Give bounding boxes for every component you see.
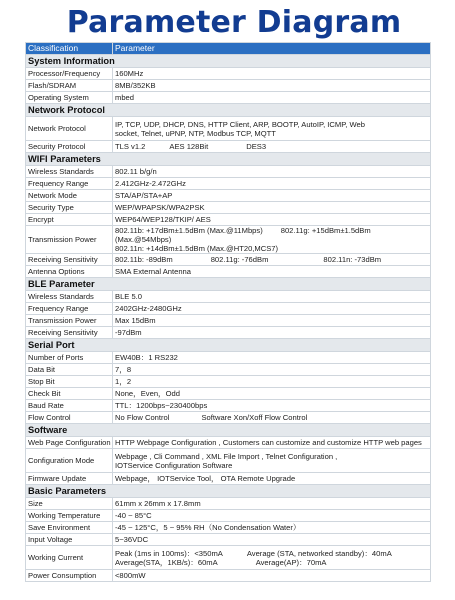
flow-xon: Software Xon/Xoff Flow Control: [201, 413, 308, 422]
row-label: Network Mode: [26, 190, 113, 202]
row-label: Security Protocol: [26, 141, 113, 153]
table-row: [26, 412, 431, 424]
row-label: Flow Control: [26, 412, 113, 424]
row-label: Size: [26, 498, 113, 510]
table-row: [26, 534, 431, 546]
section-software: [26, 424, 431, 437]
sens-b: 802.11b: -89dBm: [115, 255, 173, 264]
table-row: [26, 570, 431, 582]
row-label: Frequency Range: [26, 178, 113, 190]
config-line-1: Webpage , Cli Command , XML File Import , Telnet Configuration ,: [115, 451, 338, 461]
section-wifi: [26, 153, 431, 166]
section-heading: System Information: [26, 55, 431, 68]
row-value: 2.412GHz-2.472GHz: [113, 178, 431, 190]
row-value: mbed: [113, 92, 431, 104]
row-value: [113, 117, 431, 141]
row-label: Frequency Range: [26, 303, 113, 315]
protocol-line-1: IP, TCP, UDP, DHCP, DNS, HTTP Client, ARP, BOOTP, AutoIP, ICMP, Web: [115, 119, 365, 129]
security-tls: TLS v1.2: [115, 142, 146, 151]
row-value: Max 15dBm: [113, 315, 431, 327]
row-label: Transmission Power: [26, 315, 113, 327]
table-row: [26, 400, 431, 412]
sens-g: 802.11g: -76dBm: [210, 255, 269, 264]
table-row: [26, 141, 431, 153]
row-value: TTL：1200bps~230400bps: [113, 400, 431, 412]
row-value: 61mm x 26mm x 17.8mm: [113, 498, 431, 510]
section-system: [26, 55, 431, 68]
row-value: 2402GHz-2480GHz: [113, 303, 431, 315]
table-row: [26, 190, 431, 202]
table-row: [26, 166, 431, 178]
section-basic: [26, 485, 431, 498]
row-value: 160MHz: [113, 68, 431, 80]
security-des: DES3: [246, 142, 267, 151]
section-heading: BLE Parameter: [26, 278, 431, 291]
table-row: [26, 498, 431, 510]
row-value: HTTP Webpage Configuration , Customers can customize and customize HTTP web pages: [113, 437, 431, 449]
row-value: <800mW: [113, 570, 431, 582]
table-row: [26, 202, 431, 214]
row-label: Web Page Configuration: [26, 437, 113, 449]
row-value: [113, 546, 431, 570]
power-b: 802.11b: +17dBm±1.5dBm (Max.@11Mbps): [115, 226, 263, 235]
table-row: [26, 80, 431, 92]
table-row: [26, 327, 431, 339]
row-value: -45 ~ 125°C，5 ~ 95% RH（No Condensation Water）: [113, 522, 431, 534]
table-header-row: [26, 43, 431, 55]
table-row: [26, 303, 431, 315]
table-row: [26, 376, 431, 388]
table-row: [26, 546, 431, 570]
row-value: [113, 449, 431, 473]
table-row: [26, 364, 431, 376]
row-value: [113, 226, 431, 254]
row-label: Network Protocol: [26, 117, 113, 141]
row-value: 7，8: [113, 364, 431, 376]
row-label: Number of Ports: [26, 352, 113, 364]
page-title: Parameter Diagram: [66, 5, 402, 40]
config-line-2: IOTService Configuration Software: [115, 460, 233, 470]
row-value: None，Even，Odd: [113, 388, 431, 400]
row-value: [113, 412, 431, 424]
row-value: BLE 5.0: [113, 291, 431, 303]
table-row: [26, 522, 431, 534]
protocol-line-2: socket, Telnet, uPNP, NTP, Modbus TCP, MQTT: [115, 128, 276, 138]
row-label: Processor/Frequency: [26, 68, 113, 80]
section-serial: [26, 339, 431, 352]
power-n: 802.11n: +14dBm±1.5dBm (Max.@HT20,MCS7): [115, 244, 279, 253]
row-value: 5~36VDC: [113, 534, 431, 546]
section-heading: Software: [26, 424, 431, 437]
row-value: [113, 254, 431, 266]
row-label: Security Type: [26, 202, 113, 214]
row-value: WEP64/WEP128/TKIP/ AES: [113, 214, 431, 226]
section-ble: [26, 278, 431, 291]
current-sta-standby: Average (STA, networked standby)：40mA: [246, 548, 392, 558]
row-value: WEP/WPAPSK/WPA2PSK: [113, 202, 431, 214]
section-heading: WIFI Parameters: [26, 153, 431, 166]
table-row: [26, 510, 431, 522]
row-label: Baud Rate: [26, 400, 113, 412]
current-ap: Average(AP)：70mA: [255, 557, 327, 567]
row-label: Encrypt: [26, 214, 113, 226]
current-peak: Peak (1ms in 100ms)：<350mA: [115, 548, 223, 558]
table-row: [26, 92, 431, 104]
header-parameter: Parameter: [113, 43, 431, 55]
table-row: [26, 437, 431, 449]
table-row: [26, 266, 431, 278]
table-row: [26, 291, 431, 303]
header-classification: Classification: [26, 43, 113, 55]
row-label: Wireless Standards: [26, 166, 113, 178]
row-label: Receiving Sensitivity: [26, 254, 113, 266]
row-label: Flash/SDRAM: [26, 80, 113, 92]
row-value: Webpage， IOTService Tool， OTA Remote Upgrade: [113, 473, 431, 485]
row-label: Working Current: [26, 546, 113, 570]
row-value: EW40B：1 RS232: [113, 352, 431, 364]
parameter-table: [25, 42, 431, 582]
sens-n: 802.11n: -73dBm: [323, 255, 382, 264]
row-label: Receiving Sensitivity: [26, 327, 113, 339]
row-label: Check Bit: [26, 388, 113, 400]
table-row: [26, 226, 431, 254]
row-label: Stop Bit: [26, 376, 113, 388]
row-label: Save Environment: [26, 522, 113, 534]
row-label: Input Voltage: [26, 534, 113, 546]
table-row: [26, 315, 431, 327]
table-row: [26, 473, 431, 485]
row-label: Operating System: [26, 92, 113, 104]
table-row: [26, 388, 431, 400]
section-heading: Basic Parameters: [26, 485, 431, 498]
section-network: [26, 104, 431, 117]
row-label: Working Temperature: [26, 510, 113, 522]
table-row: [26, 68, 431, 80]
power-g: 802.11g: +15dBm±1.5dBm (Max.@54Mbps): [115, 226, 371, 244]
row-value: -97dBm: [113, 327, 431, 339]
row-label: Firmware Update: [26, 473, 113, 485]
row-value: -40 ~ 85°C: [113, 510, 431, 522]
row-label: Antenna Options: [26, 266, 113, 278]
table-row: [26, 254, 431, 266]
row-value: STA/AP/STA+AP: [113, 190, 431, 202]
security-aes: AES 128Bit: [169, 142, 209, 151]
row-value: 8MB/352KB: [113, 80, 431, 92]
table-row: [26, 117, 431, 141]
current-sta: Average(STA，1KB/s)：60mA: [115, 557, 218, 567]
table-row: [26, 214, 431, 226]
table-row: [26, 178, 431, 190]
table-row: [26, 449, 431, 473]
row-label: Power Consumption: [26, 570, 113, 582]
section-heading: Network Protocol: [26, 104, 431, 117]
row-value: 1，2: [113, 376, 431, 388]
section-heading: Serial Port: [26, 339, 431, 352]
row-label: Transmission Power: [26, 226, 113, 254]
flow-none: No Flow Control: [115, 413, 170, 422]
row-value: 802.11 b/g/n: [113, 166, 431, 178]
row-label: Wireless Standards: [26, 291, 113, 303]
table-row: [26, 352, 431, 364]
row-label: Data Bit: [26, 364, 113, 376]
row-label: Configuration Mode: [26, 449, 113, 473]
row-value: [113, 141, 431, 153]
row-value: SMA External Antenna: [113, 266, 431, 278]
